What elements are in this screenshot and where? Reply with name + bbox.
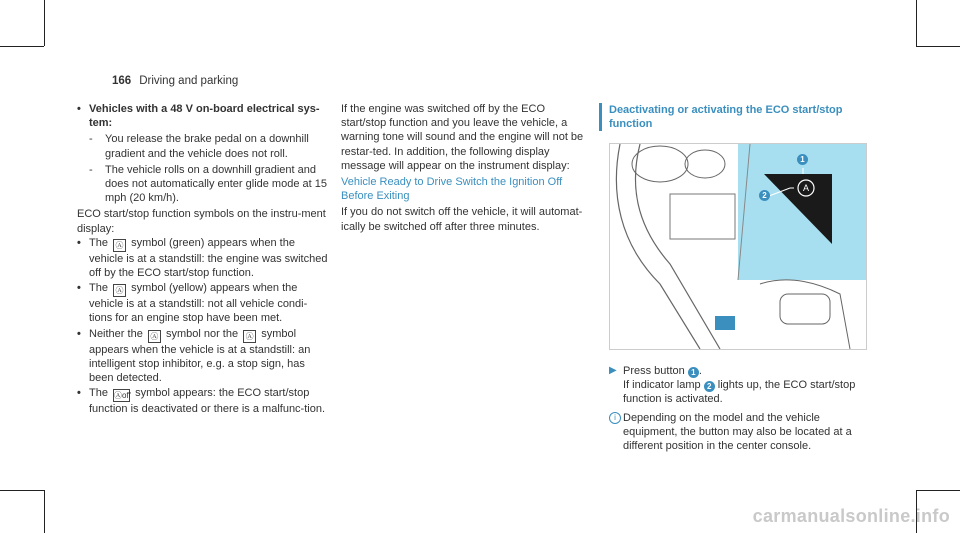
eco-button-location bbox=[715, 316, 735, 330]
list-item: • The Ⓐoff symbol appears: the ECO start/stop function is deactivated or there is a malfunc-tion. bbox=[77, 387, 326, 416]
left-column bbox=[77, 102, 329, 417]
list-item: • Vehicles with a 48 V on-board electrical sys-tem: bbox=[77, 103, 320, 130]
section-title: Driving and parking bbox=[139, 75, 239, 87]
page-header bbox=[112, 75, 238, 87]
center-console-illustration bbox=[609, 143, 867, 350]
crop-mark bbox=[916, 490, 960, 491]
display-message: Vehicle Ready to Drive Switch the Ignition Off Before Exiting bbox=[341, 176, 563, 203]
paragraph: If you do not switch off the vehicle, it will automat-ically be switched off after three minutes. bbox=[341, 206, 583, 233]
crop-mark bbox=[916, 46, 960, 47]
page-number: 166 bbox=[112, 75, 132, 87]
eco-green-icon: Ⓐ bbox=[148, 330, 161, 343]
dash-item: - You release the brake pedal on a downhill gradient and the vehicle does not roll. bbox=[89, 133, 309, 160]
callout-1-badge: 1 bbox=[797, 154, 808, 165]
callout-2-badge: 2 bbox=[759, 190, 770, 201]
crop-mark bbox=[916, 0, 917, 46]
section-heading: Deactivating or activating the ECO start/stop function bbox=[599, 103, 865, 131]
callout-2-badge: 2 bbox=[704, 381, 715, 392]
right-column bbox=[609, 103, 865, 453]
eco-yellow-icon: Ⓐ bbox=[113, 284, 126, 297]
watermark: carmanualsonline.info bbox=[752, 506, 950, 526]
eco-off-icon: Ⓐoff bbox=[114, 391, 131, 401]
eco-yellow-icon: Ⓐ bbox=[243, 330, 256, 343]
list-item: • The Ⓐ symbol (green) appears when the vehicle is at a standstill: the engine was switched off by the ECO start/stop function. bbox=[77, 236, 328, 280]
crop-mark bbox=[0, 490, 44, 491]
dash-item: - The vehicle rolls on a downhill gradient and does not automatically enter glide mode at 15 mph (20 km/h). bbox=[89, 163, 327, 205]
paragraph: If the engine was switched off by the ECO start/stop function and you leave the vehicle, a warning tone will sound and the engine will not be restar-ted. In addition, the following display message will appear on the instrument display: bbox=[341, 103, 584, 172]
eco-green-icon: Ⓐ bbox=[113, 239, 126, 252]
info-note: i Depending on the model and the vehicle equipment, the button may also be located at a different position in the center console. bbox=[609, 411, 865, 454]
info-icon: i bbox=[609, 412, 621, 424]
list-item: • Neither the Ⓐ symbol nor the Ⓐ symbol appears when the vehicle is at a standstill: an intelligent stop inhibitor, e.g. a stop sign, has been detected. bbox=[77, 327, 311, 385]
bullet-heading: Vehicles with a 48 V on-board electrical sys-tem: bbox=[89, 103, 320, 130]
crop-mark bbox=[44, 0, 45, 46]
svg-text:A: A bbox=[802, 183, 810, 193]
step-arrow-icon: ▶ bbox=[609, 365, 617, 376]
instruction-step: ▶ Press button 1 . If indicator lamp 2 lights up, the ECO start/stop function is activated. bbox=[609, 365, 856, 406]
callout-1-badge: 1 bbox=[688, 367, 699, 378]
crop-mark bbox=[0, 46, 44, 47]
illustration-svg bbox=[610, 144, 866, 349]
symbols-intro: ECO start/stop function symbols on the instru-ment display: bbox=[77, 208, 326, 235]
list-item: • The Ⓐ symbol (yellow) appears when the vehicle is at a standstill: not all vehicle condi-tions for an engine stop have been met. bbox=[77, 282, 308, 325]
crop-mark bbox=[44, 490, 45, 533]
middle-column bbox=[341, 102, 593, 234]
